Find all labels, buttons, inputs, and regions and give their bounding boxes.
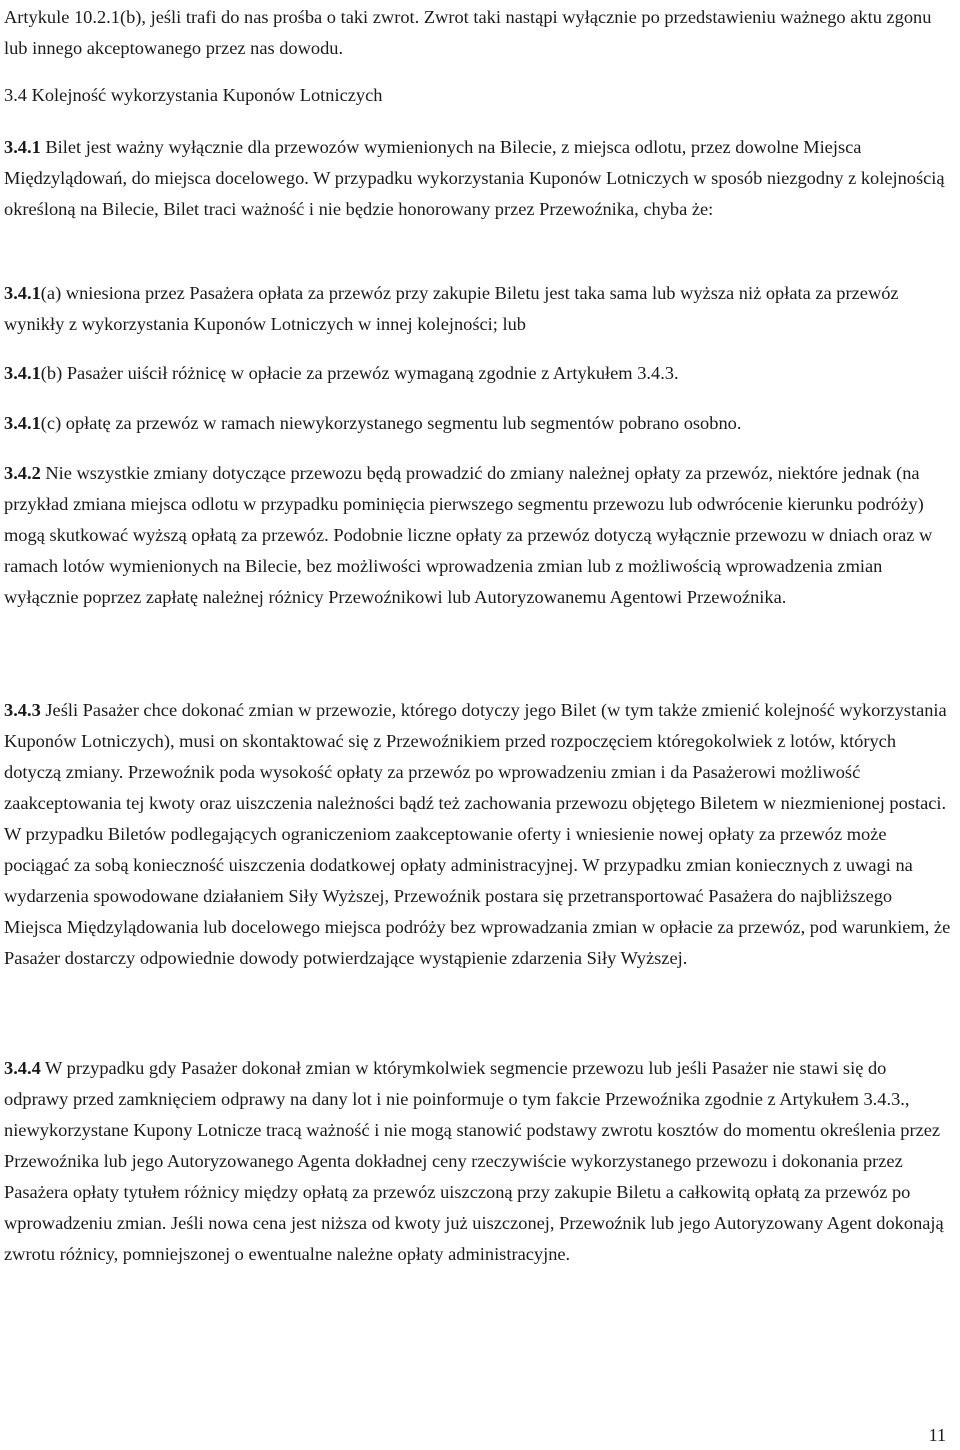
paragraph-text: Nie wszystkie zmiany dotyczące przewozu będą prowadzić do zmiany należnej opłaty za przewóz, niektóre jednak (na przykład zmiana miejsca odlotu w przypadku pominięcia pierwszego segmentu przewozu lub odwrócenie kierunku podróży) mogą skutkować wyższą opłatą za przewóz. Podobnie liczne opłaty za przewóz dotyczą wyłącznie przewozu w dniach oraz w ramach lotów wymienionych na Bilecie, bez możliwości wprowadzenia zmian lub z możliwością wprowadzenia zmian wyłącznie poprzez zapłatę należnej różnicy Przewoźnikowi lub Autoryzowanemu Agentowi Przewoźnika. [4,463,933,607]
paragraph-number: 3.4.1 [4,413,41,433]
intro-paragraph: Artykule 10.2.1(b), jeśli trafi do nas prośba o taki zwrot. Zwrot taki nastąpi wyłącznie po przedstawieniu ważnego aktu zgonu lub innego akceptowanego przez nas dowodu. [4,7,932,58]
paragraph-number: 3.4.1 [4,283,41,303]
paragraph-number: 3.4.4 [4,1058,41,1078]
section-heading: 3.4 Kolejność wykorzystania Kuponów Lotniczych [4,85,383,105]
paragraph-text: W przypadku gdy Pasażer dokonał zmian w którymkolwiek segmencie przewozu lub jeśli Pasażer nie stawi się do odprawy przed zamknięciem odprawy na dany lot i nie poinformuje o tym fakcie Przewoźnika zgodnie z Artykułem 3.4.3., niewykorzystane Kupony Lotnicze tracą ważność i nie mogą stanowić podstawy zwrotu kosztów do momentu określenia przez Przewoźnika lub jego Autoryzowanego Agenta dokładnej ceny rzeczywiście wykorzystanego przewozu i dokonania przez Pasażera opłaty tytułem różnicy między opłatą za przewóz uiszczoną przy zakupie Biletu a całkowitą opłatą za przewóz po wprowadzeniu zmian. Jeśli nowa cena jest niższa od kwoty już uiszczonej, Przewoźnik lub jego Autoryzowany Agent dokonają zwrotu różnicy, pomniejszonej o ewentualne należne opłaty administracyjne. [4,1058,944,1264]
paragraph-text: (b) Pasażer uiścił różnicę w opłacie za przewóz wymaganą zgodnie z Artykułem 3.4.3. [40,363,679,383]
paragraph-text: Bilet jest ważny wyłącznie dla przewozów wymienionych na Bilecie, z miejsca odlotu, przez dowolne Miejsca Międzylądowań, do miejsca docelowego. W przypadku wykorzystania Kuponów Lotniczych w sposób niezgodny z kolejnością określoną na Bilecie, Bilet traci ważność i nie będzie honorowany przez Przewoźnika, chyba że: [4,137,945,219]
paragraph-text: Jeśli Pasażer chce dokonać zmian w przewozie, którego dotyczy jego Bilet (w tym także zmienić kolejność wykorzystania Kuponów Lotniczych), musi on skontaktować się z Przewoźnikiem przed rozpoczęciem któregokolwiek z lotów, których dotyczą zmiany. Przewoźnik poda wysokość opłaty za przewóz po wprowadzeniu zmian i da Pasażerowi możliwość zaakceptowania tej kwoty oraz uiszczenia należności bądź też zachowania przewozu objętego Biletem w niezmienionej postaci. W przypadku Biletów podlegających ograniczeniom zaakceptowanie oferty i wniesienie nowej opłaty za przewóz może pociągać za sobą konieczność uiszczenia dodatkowej opłaty administracyjnej. W przypadku zmian koniecznych z uwagi na wydarzenia spowodowane działaniem Siły Wyższej, Przewoźnik postara się przetransportować Pasażera do najbliższego Miejsca Międzylądowania lub docelowego miejsca podróży bez wprowadzania zmian w opłacie za przewóz, pod warunkiem, że Pasażer dostarczy odpowiednie dowody potwierdzające wystąpienie zdarzenia Siły Wyższej. [4,700,951,968]
paragraph-number: 3.4.1 [4,137,41,157]
paragraph-3-4-1a [4,278,952,340]
page-number: 11 [928,1425,946,1445]
paragraph-3-4-1b [4,358,952,389]
paragraph-3-4-1 [4,132,952,225]
paragraph-number: 3.4.3 [4,700,41,720]
paragraph-3-4-3 [4,695,952,974]
paragraph-number: 3.4.1 [4,363,41,383]
paragraph-text: (c) opłatę za przewóz w ramach niewykorzystanego segmentu lub segmentów pobrano osobno. [40,413,742,433]
paragraph-number: 3.4.2 [4,463,41,483]
paragraph-3-4-1c [4,408,952,439]
paragraph-text: (a) wniesiona przez Pasażera opłata za przewóz przy zakupie Biletu jest taka sama lub wyższa niż opłata za przewóz wynikły z wykorzystania Kuponów Lotniczych w innej kolejności; lub [4,283,899,334]
paragraph-3-4-4 [4,1053,952,1270]
paragraph-3-4-2 [4,458,952,613]
